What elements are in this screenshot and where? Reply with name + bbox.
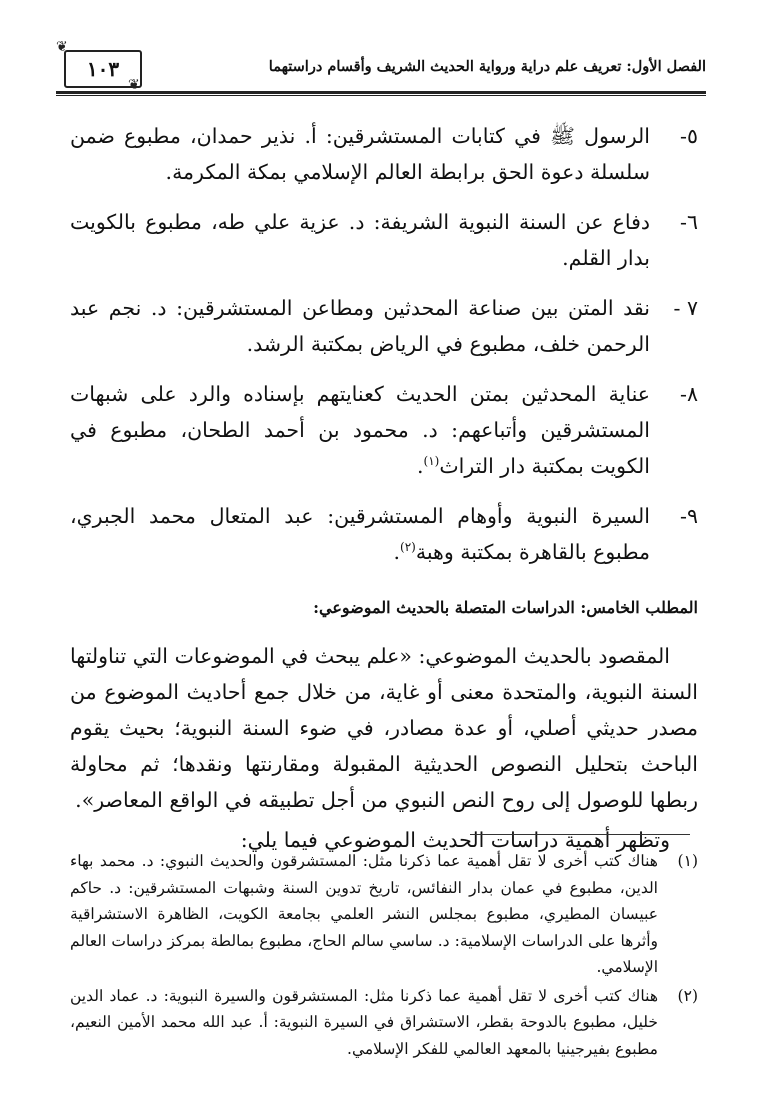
- list-item-text: دفاع عن السنة النبوية الشريفة: د. عزية علي طه، مطبوع بالكويت بدار القلم.: [70, 210, 650, 270]
- footnote-ref[interactable]: (١): [423, 454, 440, 469]
- list-item: [70, 376, 698, 484]
- list-item-number: ٨-: [680, 382, 698, 406]
- footnote-text: هناك كتب أخرى لا تقل أهمية عما ذكرنا مثل: المستشرقون والحديث النبوي: د. محمد بهاء الدين، مطبوع في عمان بدار النفائس، تاريخ تدوين السنة وشبهات المستشرقين: د. حاكم عبيسان المطيري، مطبوع بمجلس النشر العلمي بجامعة الكويت، الظاهرة الاستشراقية وأثرها على الدراسات الإسلامية: د. ساسي سالم الحاج، مطبوع بمالطة بمركز دراسات العالم الإسلامي.: [70, 852, 658, 976]
- running-head: الفصل الأول: تعريف علم دراية ورواية الحديث الشريف وأقسام دراستهما: [268, 58, 706, 75]
- footnote-ref[interactable]: (٢): [400, 540, 416, 555]
- list-item: [70, 498, 698, 570]
- footnote-text: هناك كتب أخرى لا تقل أهمية عما ذكرنا مثل: المستشرقون والسيرة النبوية: د. عماد الدين خليل، مطبوع بالدوحة بقطر، الاستشراق في السيرة النبوية: أ. عبد الله محمد الأمين النعيم، مطبوع بفيرجينيا بالمعهد العالمي للفكر الإسلامي.: [70, 986, 658, 1058]
- list-item-text: السيرة النبوية وأوهام المستشرقين: عبد المتعال محمد الجبري، مطبوع بالقاهرة بمكتبة وهبة: [70, 504, 650, 564]
- list-item-number: ٩-: [680, 504, 698, 528]
- footnote-number: (٢): [677, 986, 698, 1005]
- list-item-number: ٦-: [680, 210, 698, 234]
- footnote: [70, 848, 698, 981]
- list-item-number: ٧ -: [673, 296, 698, 320]
- page-number: ١٠٣: [64, 50, 142, 88]
- footnote: [70, 983, 698, 1063]
- list-item-end: .: [393, 540, 400, 564]
- page-header: [56, 39, 706, 93]
- list-item-text: عناية المحدثين بمتن الحديث كعنايتهم بإسناده والرد على شبهات المستشرقين وأتباعهم: د. محمود بن أحمد الطحان، مطبوع في الكويت بمكتبة دار التراث: [70, 382, 650, 478]
- list-item: [70, 290, 698, 362]
- corner-ornament-icon: ❦: [128, 77, 140, 93]
- body-paragraph: المقصود بالحديث الموضوعي: «علم يبحث في الموضوعات التي تناولتها السنة النبوية، والمتحدة معنى أو غاية، من خلال جمع أحاديث الموضوع من مصدر حديثي أصلي، أو عدة مصادر، في ضوء السنة النبوية؛ بحيث يقوم الباحث بتحليل النصوص الحديثية المقبولة ومقارنتها ونقدها؛ ثم محاولة ربطها للوصول إلى روح النص النبوي من أجل تطبيقه في الواقع المعاصر».: [70, 644, 698, 812]
- header-rule-thin: [56, 95, 706, 96]
- list-item-end: .: [417, 454, 424, 478]
- main-content: [70, 118, 698, 858]
- list-item-text: نقد المتن بين صناعة المحدثين ومطاعن المستشرقين: د. نجم عبد الرحمن خلف، مطبوع في الرياض بمكتبة الرشد.: [70, 296, 650, 356]
- list-item: [70, 204, 698, 276]
- footnotes: [70, 848, 698, 1064]
- section-heading: المطلب الخامس: الدراسات المتصلة بالحديث الموضوعي:: [313, 598, 698, 617]
- corner-ornament-icon: ❦: [56, 39, 68, 55]
- header-rule: [56, 91, 706, 94]
- list-item-number: ٥-: [680, 124, 698, 148]
- footnote-number: (١): [677, 852, 698, 870]
- list-item: [70, 118, 698, 190]
- footnote-separator: [470, 834, 690, 835]
- list-item-text: الرسول ﷺ في كتابات المستشرقين: أ. نذير حمدان، مطبوع ضمن سلسلة دعوة الحق برابطة العالم الإسلامي بمكة المكرمة.: [70, 124, 650, 184]
- body-paragraph: وتظهر أهمية دراسات الحديث الموضوعي فيما يلي:: [240, 828, 670, 852]
